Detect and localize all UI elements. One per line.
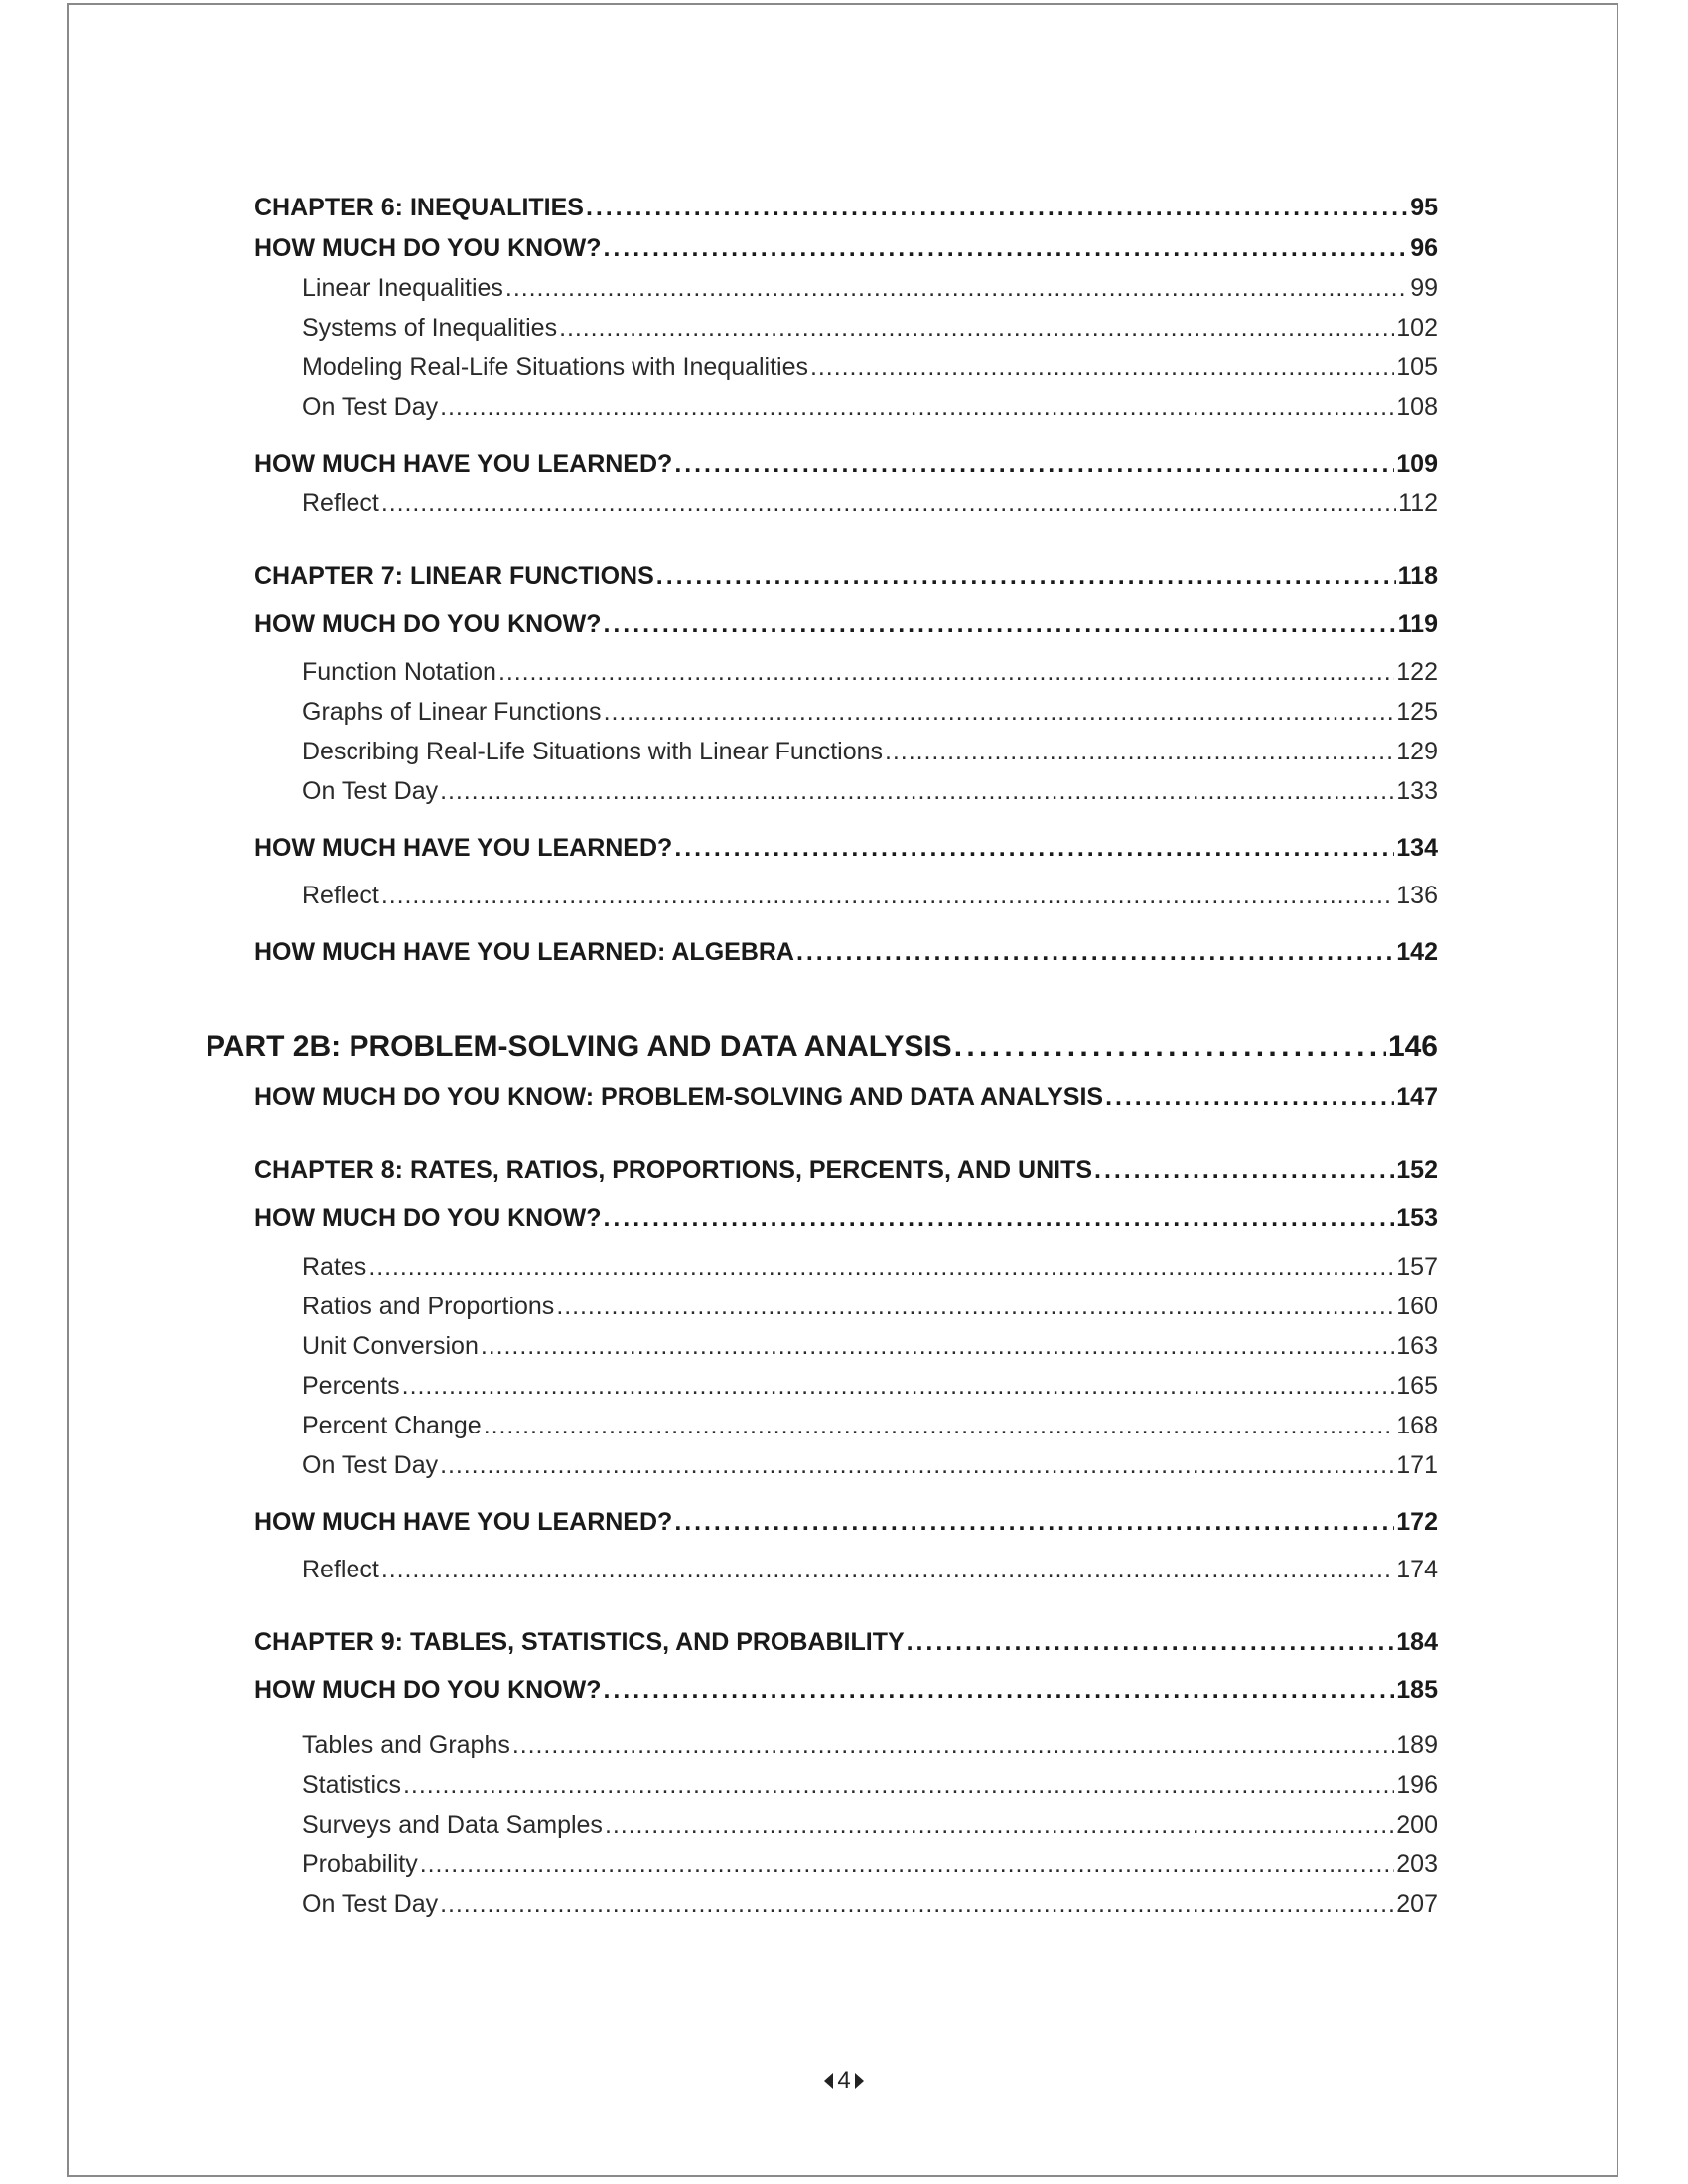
toc-entry-page: 142	[1396, 938, 1438, 966]
toc-entry-page: 172	[1396, 1508, 1438, 1536]
toc-entry-label: Reflect	[302, 1556, 379, 1583]
toc-entry-label: HOW MUCH DO YOU KNOW?	[254, 611, 602, 638]
dot-leader	[586, 196, 1408, 220]
dot-leader	[674, 836, 1394, 861]
toc-entry-label: HOW MUCH DO YOU KNOW?	[254, 1676, 602, 1704]
toc-entry-quiz[interactable]	[254, 836, 1438, 861]
toc-entry-chapter-8[interactable]	[254, 1159, 1438, 1183]
toc-entry-label: HOW MUCH HAVE YOU LEARNED: ALGEBRA	[254, 938, 794, 966]
toc-entry-section[interactable]	[302, 1334, 1438, 1359]
toc-entry-section[interactable]	[302, 1453, 1438, 1478]
toc-entry-section[interactable]	[302, 1813, 1438, 1838]
dot-leader	[440, 779, 1394, 804]
toc-entry-label: Describing Real-Life Situations with Linear Functions	[302, 738, 884, 765]
toc-entry-section[interactable]	[302, 779, 1438, 804]
toc-entry-section[interactable]	[302, 276, 1438, 301]
toc-entry-page: 118	[1397, 562, 1438, 590]
dot-leader	[1094, 1159, 1394, 1183]
toc-entry-section[interactable]	[302, 1414, 1438, 1438]
toc-entry-label: Systems of Inequalities	[302, 314, 558, 341]
toc-entry-page: 185	[1396, 1676, 1438, 1704]
dot-leader	[498, 660, 1394, 685]
toc-entry-label: Statistics	[302, 1771, 402, 1799]
toc-entry-label: On Test Day	[302, 393, 439, 421]
dot-leader	[481, 1334, 1394, 1359]
toc-entry-quiz[interactable]	[254, 236, 1438, 261]
toc-entry-page: 160	[1396, 1293, 1438, 1320]
toc-entry-section[interactable]	[302, 1558, 1438, 1582]
toc-entry-page: 189	[1396, 1731, 1438, 1759]
toc-entry-label: Modeling Real-Life Situations with Inequalities	[302, 353, 809, 381]
toc-entry-quiz[interactable]	[254, 1206, 1438, 1231]
toc-entry-page: 122	[1396, 658, 1438, 686]
toc-entry-page: 95	[1410, 194, 1438, 221]
toc-entry-page: 146	[1387, 1030, 1438, 1063]
toc-entry-page: 147	[1396, 1083, 1438, 1111]
dot-leader	[402, 1374, 1395, 1399]
toc-entry-page: 152	[1396, 1157, 1438, 1184]
toc-entry-page: 203	[1396, 1850, 1438, 1878]
toc-entry-label: CHAPTER 7: LINEAR FUNCTIONS	[254, 562, 654, 590]
toc-entry-label: Graphs of Linear Functions	[302, 698, 602, 726]
dot-leader	[556, 1295, 1394, 1319]
dot-leader	[559, 316, 1394, 341]
toc-entry-page: 105	[1396, 353, 1438, 381]
page-footer	[0, 2061, 1688, 2101]
dot-leader	[440, 1892, 1394, 1917]
toc-entry-page: 171	[1396, 1451, 1438, 1479]
previous-page-icon[interactable]	[824, 2073, 833, 2089]
dot-leader	[604, 236, 1409, 261]
toc-entry-section[interactable]	[302, 1773, 1438, 1798]
toc-entry-label: Reflect	[302, 882, 379, 909]
dot-leader	[604, 1206, 1395, 1231]
toc-entry-page: 168	[1396, 1412, 1438, 1439]
page-number: 4	[837, 2067, 851, 2094]
toc-entry-label: Percents	[302, 1372, 400, 1400]
toc-entry-label: CHAPTER 6: INEQUALITIES	[254, 194, 584, 221]
toc-entry-label: HOW MUCH DO YOU KNOW?	[254, 1204, 602, 1232]
dot-leader	[484, 1414, 1395, 1438]
toc-entry-page: 109	[1396, 450, 1438, 478]
toc-entry-label: Percent Change	[302, 1412, 482, 1439]
toc-entry-page: 163	[1396, 1332, 1438, 1360]
toc-entry-label: Tables and Graphs	[302, 1731, 510, 1759]
toc-entry-label: Linear Inequalities	[302, 274, 503, 302]
toc-entry-label: HOW MUCH DO YOU KNOW: PROBLEM-SOLVING AND DATA ANALYSIS	[254, 1083, 1104, 1111]
toc-entry-quiz[interactable]	[254, 613, 1438, 637]
toc-entry-section[interactable]	[302, 1892, 1438, 1917]
toc-entry-chapter-6[interactable]	[254, 196, 1438, 220]
toc-entry-page: 157	[1396, 1253, 1438, 1281]
dot-leader	[440, 395, 1394, 420]
toc-entry-part-2b[interactable]	[206, 1032, 1438, 1062]
toc-entry-page: 119	[1397, 611, 1438, 638]
toc-entry-section[interactable]	[302, 316, 1438, 341]
dot-leader	[440, 1453, 1394, 1478]
toc-entry-section[interactable]	[302, 491, 1438, 516]
toc-entry-quiz[interactable]	[254, 1678, 1438, 1703]
dot-leader	[505, 276, 1408, 301]
toc-entry-page: 112	[1398, 489, 1438, 517]
dot-leader	[381, 884, 1394, 908]
toc-entry-page: 108	[1396, 393, 1438, 421]
toc-entry-section[interactable]	[302, 1295, 1438, 1319]
toc-entry-page: 125	[1396, 698, 1438, 726]
toc-entry-label: Rates	[302, 1253, 367, 1281]
dot-leader	[605, 1813, 1394, 1838]
toc-entry-page: 196	[1396, 1771, 1438, 1799]
dot-leader	[674, 452, 1394, 477]
toc-entry-page: 200	[1396, 1811, 1438, 1839]
dot-leader	[810, 355, 1394, 380]
toc-entry-page: 207	[1396, 1890, 1438, 1918]
dot-leader	[674, 1510, 1394, 1535]
toc-entry-section[interactable]	[302, 355, 1438, 380]
dot-leader	[885, 740, 1394, 764]
toc-entry-page: 96	[1410, 234, 1438, 262]
toc-entry-section[interactable]	[302, 700, 1438, 725]
toc-entry-label: Reflect	[302, 489, 379, 517]
toc-entry-section[interactable]	[302, 1255, 1438, 1280]
toc-entry-page: 133	[1396, 777, 1438, 805]
toc-entry-label: HOW MUCH HAVE YOU LEARNED?	[254, 1508, 673, 1536]
dot-leader	[604, 700, 1395, 725]
toc-entry-section[interactable]	[302, 395, 1438, 420]
dot-leader	[512, 1733, 1394, 1758]
toc-entry-label: HOW MUCH HAVE YOU LEARNED?	[254, 834, 673, 862]
toc-entry-label: CHAPTER 8: RATES, RATIOS, PROPORTIONS, PERCENTS, AND UNITS	[254, 1157, 1093, 1184]
toc-entry-label: Ratios and Proportions	[302, 1293, 555, 1320]
toc-entry-label: On Test Day	[302, 1890, 439, 1918]
dot-leader	[420, 1852, 1395, 1877]
toc-entry-quiz[interactable]	[254, 1085, 1438, 1110]
toc-entry-label: HOW MUCH DO YOU KNOW?	[254, 234, 602, 262]
toc-entry-label: On Test Day	[302, 777, 439, 805]
dot-leader	[604, 1678, 1395, 1703]
dot-leader	[604, 613, 1396, 637]
dot-leader	[907, 1630, 1395, 1655]
toc-entry-section[interactable]	[302, 660, 1438, 685]
toc-entry-label: PART 2B: PROBLEM-SOLVING AND DATA ANALYSIS	[206, 1030, 952, 1063]
toc-entry-quiz[interactable]	[254, 1510, 1438, 1535]
dot-leader	[381, 491, 1396, 516]
toc-entry-label: Function Notation	[302, 658, 496, 686]
toc-entry-section[interactable]	[302, 1852, 1438, 1877]
dot-leader	[1105, 1085, 1394, 1110]
toc-entry-label: Unit Conversion	[302, 1332, 479, 1360]
toc-entry-section[interactable]	[302, 1374, 1438, 1399]
toc-entry-page: 153	[1396, 1204, 1438, 1232]
toc-entry-page: 99	[1410, 274, 1438, 302]
toc-entry-page: 184	[1396, 1628, 1438, 1656]
toc-entry-label: Probability	[302, 1850, 418, 1878]
toc-entry-page: 129	[1396, 738, 1438, 765]
toc-entry-quiz[interactable]	[254, 452, 1438, 477]
dot-leader	[954, 1032, 1386, 1062]
toc-entry-label: HOW MUCH HAVE YOU LEARNED?	[254, 450, 673, 478]
dot-leader	[656, 564, 1396, 589]
toc-entry-section[interactable]	[302, 884, 1438, 908]
toc-entry-page: 165	[1396, 1372, 1438, 1400]
toc-entry-page: 102	[1396, 314, 1438, 341]
toc-entry-page: 134	[1396, 834, 1438, 862]
dot-leader	[381, 1558, 1394, 1582]
toc-entry-chapter-9[interactable]	[254, 1630, 1438, 1655]
toc-entry-page: 136	[1396, 882, 1438, 909]
toc-entry-quiz[interactable]	[254, 940, 1438, 965]
toc-entry-page: 174	[1396, 1556, 1438, 1583]
toc-entry-label: CHAPTER 9: TABLES, STATISTICS, AND PROBABILITY	[254, 1628, 905, 1656]
toc-entry-section[interactable]	[302, 740, 1438, 764]
toc-entry-label: Surveys and Data Samples	[302, 1811, 603, 1839]
toc-entry-label: On Test Day	[302, 1451, 439, 1479]
dot-leader	[403, 1773, 1394, 1798]
dot-leader	[368, 1255, 1394, 1280]
toc-entry-section[interactable]	[302, 1733, 1438, 1758]
dot-leader	[796, 940, 1394, 965]
next-page-icon[interactable]	[855, 2073, 864, 2089]
toc-entry-chapter-7[interactable]	[254, 564, 1438, 589]
